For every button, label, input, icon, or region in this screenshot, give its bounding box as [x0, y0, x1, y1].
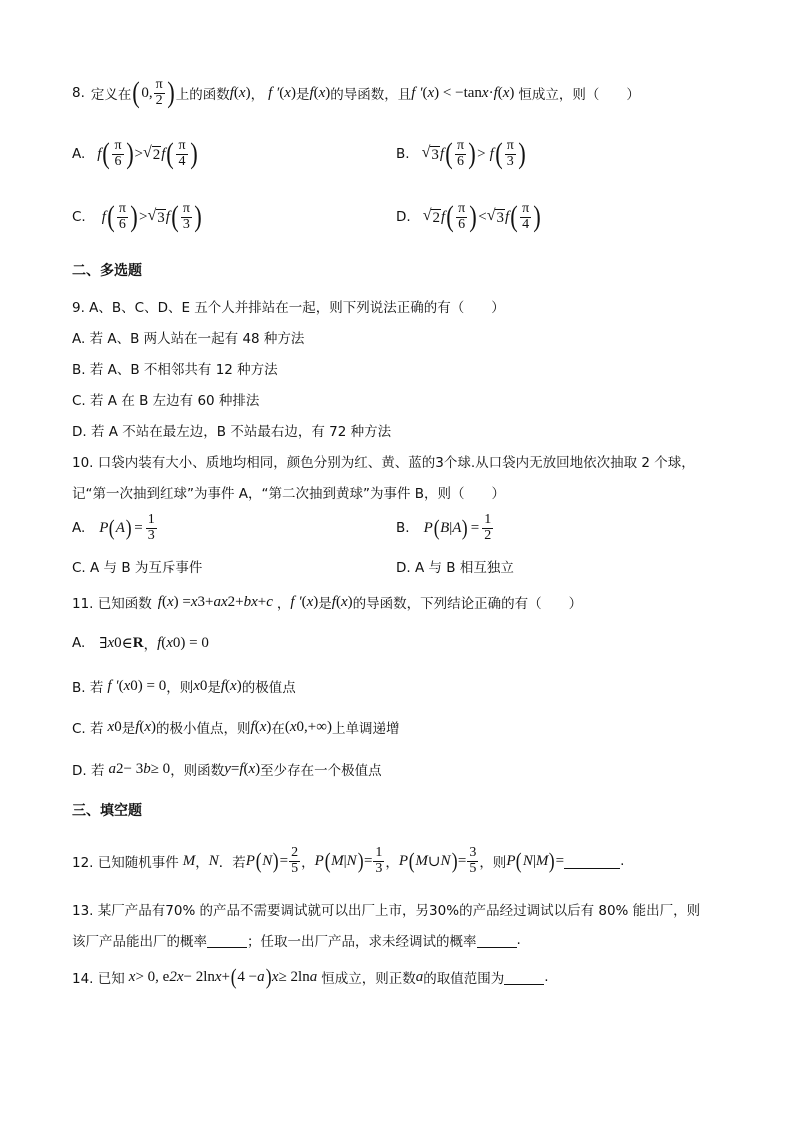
math: f — [229, 84, 234, 101]
math: ( — [497, 84, 503, 101]
q11-d-text-2: ，则函数 — [170, 763, 225, 779]
math: ≥ 2ln — [278, 968, 310, 985]
paren: ) — [166, 76, 175, 109]
math: N — [208, 852, 219, 869]
fraction: $\frac{\pi}{6}$ — [458, 200, 466, 232]
math: x — [107, 634, 115, 651]
section-heading-fill-in: 三、填空题 — [72, 803, 142, 819]
q8-text-4: 是 — [295, 87, 310, 103]
math: ( — [313, 84, 319, 101]
math: ( — [422, 84, 428, 101]
math: > — [134, 145, 144, 162]
q8-option-b — [396, 134, 527, 174]
paren: ( — [510, 200, 518, 233]
option-label: A. — [72, 520, 86, 536]
math: P — [99, 519, 109, 536]
math: f ′ — [107, 677, 119, 694]
option-label: A. — [72, 146, 86, 162]
math: ) — [151, 718, 157, 735]
q14-stem: 14. 已知 x > 0, e 2x − 2ln x + ( 4 − a ) x ≥ 2ln a 恒成立，则正数 a 的取值范围为 . — [72, 964, 549, 989]
q8-stem — [72, 76, 640, 110]
paren: ) — [533, 200, 541, 233]
math: ∪ — [427, 853, 441, 870]
math: x — [193, 677, 200, 694]
section-heading-multiple-choice: 二、多选题 — [72, 263, 142, 279]
math: > — [138, 208, 148, 225]
q13-line-1: 13. 某厂产品有70% 的产品不需要调试就可以出厂上市，另30%的产品经过调试以后有 80% 能出厂，则 — [72, 903, 701, 919]
math: x — [166, 634, 173, 651]
math: f — [489, 145, 494, 162]
math: f — [157, 634, 162, 651]
math: ( — [233, 84, 239, 101]
math: f — [440, 208, 446, 225]
paren: ( — [324, 848, 331, 873]
paren: ) — [451, 848, 458, 873]
math: 4 − — [237, 968, 258, 985]
q8-option-d — [396, 197, 542, 237]
math: x — [248, 760, 256, 777]
q8-text-1: 定义在 — [90, 87, 132, 103]
math: f — [165, 208, 170, 225]
math: + — [221, 968, 231, 985]
math: + — [235, 593, 244, 610]
q8-text-3: ， — [250, 87, 265, 103]
q8-text-2: 上的函数 — [175, 87, 230, 103]
paren: ( — [408, 848, 415, 873]
q11-text-1: 11. 已知函数 — [72, 596, 152, 612]
math: ( — [225, 677, 231, 694]
option-label: A. — [72, 635, 86, 651]
math: ) — [347, 593, 353, 610]
math: bx — [243, 593, 258, 610]
math: − 2ln — [183, 968, 215, 985]
math: f — [239, 760, 244, 777]
q12-text-1: 12. 已知随机事件 — [72, 855, 179, 871]
paren: ( — [255, 848, 262, 873]
math: M — [535, 852, 549, 869]
fraction: $\frac{\pi}{3}$ — [506, 137, 514, 169]
paren: ( — [230, 964, 237, 989]
math: x — [502, 84, 510, 101]
math: x — [481, 84, 489, 101]
math: f — [97, 145, 102, 162]
q10-option-c: C. A 与 B 为互斥事件 — [72, 560, 203, 576]
math: c — [266, 593, 273, 610]
answer-blank[interactable] — [477, 933, 517, 948]
math: x — [318, 84, 326, 101]
paren: ) — [194, 200, 202, 233]
math: x — [144, 718, 152, 735]
math: = — [470, 519, 480, 536]
q11-b-text-4: 的极值点 — [241, 680, 296, 696]
math: f — [220, 677, 226, 694]
answer-blank[interactable] — [207, 933, 247, 948]
q11-d-text-3: 至少存在一个极值点 — [260, 763, 382, 779]
sqrt: √ 3 — [486, 207, 504, 226]
math: a — [257, 968, 265, 985]
fraction: $\frac{\pi}{6}$ — [114, 137, 122, 169]
math: x — [123, 677, 131, 694]
math: f — [504, 208, 510, 225]
math: B — [440, 519, 450, 536]
fraction: $\frac{\pi}{6}$ — [457, 137, 465, 169]
math: ) — [245, 84, 251, 101]
math: ) — [290, 84, 296, 101]
math: M — [415, 852, 428, 869]
math: ) = 0 — [180, 634, 209, 651]
math: < — [478, 208, 487, 225]
sqrt: √ 2 — [143, 144, 161, 163]
math: > — [477, 145, 486, 162]
q13-line-2 — [72, 930, 521, 950]
math: ( — [139, 718, 145, 735]
math: = — [134, 519, 143, 536]
math: A — [115, 519, 125, 536]
math: > 0, e — [135, 968, 170, 985]
q11-stem: 11. 已知函数 f ( x ) = x 3 + ax 2 + bx + c ， f ′ ( x ) 是 f ( x ) 的导函数，下列结论正确的有（ ） — [72, 593, 583, 612]
math: ∈ — [121, 635, 133, 652]
math: ( — [335, 593, 341, 610]
math: x — [340, 593, 348, 610]
paren: ( — [109, 515, 116, 540]
fraction: $\frac{\pi}{2}$ — [155, 76, 163, 108]
math: ax — [213, 593, 228, 610]
math: ( — [161, 593, 167, 610]
math: ) = — [173, 593, 191, 610]
paren: ) — [130, 200, 138, 233]
paren: ) — [273, 848, 279, 873]
math: ) — [509, 84, 515, 101]
math: f — [331, 593, 336, 610]
math: R — [132, 634, 144, 651]
math: ( — [118, 677, 124, 694]
paren: ( — [494, 137, 503, 170]
fraction: $\frac{1}{2}$ — [484, 511, 492, 543]
math: x — [166, 593, 174, 610]
q10-stem-line-1: 10. 口袋内装有大小、质地均相同，颜色分别为红、黄、蓝的3个球.从口袋内无放回地依次抽取 2 个球， — [72, 455, 695, 471]
q13-text-b: ；任取一出厂产品，求未经调试的概率 — [247, 934, 477, 950]
math: N — [522, 852, 533, 869]
math: x — [230, 677, 237, 694]
math: − 3 — [123, 760, 144, 777]
q11-option-a: A. ∃ x 0 ∈ R ， f ( x 0 ) = 0 — [72, 634, 209, 653]
math: · — [488, 84, 494, 101]
q11-option-d: D. 若 a 2 − 3 b ≥ 0 ，则函数 y = f ( x ) 至少存在一个极值点 — [72, 760, 382, 779]
q11-option-c: C. 若 x 0 是 f ( x ) 的极小值点，则 f ( x ) 在 ( x 0 ,+∞) 上单调递增 — [72, 718, 400, 737]
math: = — [230, 760, 240, 777]
q13-text-c: . — [516, 932, 521, 948]
fraction: $\frac{\pi}{3}$ — [182, 200, 190, 232]
sqrt: √ 3 — [421, 144, 439, 163]
q14-text-1: 14. 已知 — [72, 971, 125, 987]
math: ( — [243, 760, 249, 777]
fraction: $\frac{\pi}{4}$ — [522, 200, 530, 232]
paren: ( — [445, 137, 453, 170]
q11-c-text-3: 的极小值点，则 — [156, 721, 251, 737]
q12-text-3: ．若 — [218, 855, 246, 871]
paren: ( — [516, 848, 523, 873]
option-label: D. — [396, 209, 411, 225]
math: x — [190, 593, 198, 610]
q11-text-2: ， — [276, 596, 291, 612]
paren: ) — [518, 137, 526, 170]
q11-option-b: B. 若 f ′ ( x 0 ) = 0 ，则 x 0 是 f ( x ) 的极值点 — [72, 677, 296, 696]
paren: ( — [107, 200, 115, 233]
paren: ) — [357, 848, 364, 873]
math: b — [143, 760, 151, 777]
math: ) — [325, 84, 331, 101]
comma: ， — [385, 855, 399, 871]
answer-blank[interactable] — [564, 854, 620, 869]
q10-option-b — [396, 510, 494, 546]
math: f ′ — [268, 84, 280, 101]
math: x — [107, 718, 115, 735]
q14-text-2: 恒成立，则正数 — [321, 971, 416, 987]
math: P — [506, 852, 516, 869]
math: f — [101, 208, 106, 225]
math: ) — [266, 718, 272, 735]
fraction: $\frac{2}{5}$ — [291, 844, 299, 876]
q11-c-text-5: 上单调递增 — [331, 721, 400, 737]
math: x — [259, 718, 267, 735]
paren: ( — [433, 515, 440, 540]
math: 0, — [141, 84, 153, 101]
q8-option-a — [72, 134, 199, 174]
math: M — [182, 852, 196, 869]
math: f — [135, 718, 140, 735]
math: ∃ — [99, 635, 108, 652]
math: f — [161, 145, 166, 162]
q14-text-3: 的取值范围为 — [423, 971, 505, 987]
q13-text-a: 该厂产品能出厂的概率 — [72, 934, 207, 950]
math: f — [309, 84, 314, 101]
q12-stem — [72, 842, 624, 880]
math: | — [449, 519, 453, 536]
q11-c-text-2: 是 — [121, 721, 136, 737]
q14-end: . — [544, 969, 549, 985]
sqrt: √ 2 — [422, 207, 440, 226]
math: ( — [161, 634, 167, 651]
fraction: $\frac{1}{3}$ — [375, 844, 383, 876]
paren: ( — [102, 137, 111, 170]
paren: ) — [468, 137, 476, 170]
math: ( — [254, 718, 260, 735]
math: a — [415, 968, 424, 985]
q12-end: . — [620, 853, 625, 869]
fraction: $\frac{\pi}{4}$ — [178, 137, 186, 169]
q8-text-5: 的导函数，且 — [330, 87, 412, 103]
math: = — [363, 852, 373, 869]
fraction: $\frac{3}{5}$ — [469, 844, 477, 876]
math: ) < −tan — [434, 84, 482, 101]
q12-text-2: ， — [195, 855, 209, 871]
math: x — [238, 84, 246, 101]
math: ) — [313, 593, 319, 610]
paren: ) — [462, 515, 469, 540]
q9-option-c: C. 若 A 在 B 左边有 60 种排法 — [72, 393, 260, 409]
math: ( — [279, 84, 285, 101]
math: = — [555, 852, 565, 869]
math: P — [398, 852, 409, 869]
q11-b-text-3: 是 — [207, 680, 221, 696]
q9-option-d: D. 若 A 不站在最左边，B 不站最右边，有 72 种方法 — [72, 424, 392, 440]
q9-option-a: A. 若 A、B 两人站在一起有 48 种方法 — [72, 331, 305, 347]
paren: ( — [446, 200, 454, 233]
q11-b-text-1: B. 若 — [72, 680, 104, 696]
q10-stem-line-2: 记“第一次抽到红球”为事件 A，“第二次抽到黄球”为事件 B，则（ ） — [72, 486, 506, 502]
math: x — [427, 84, 435, 101]
q9-stem: 9. A、B、C、D、E 五个人并排站在一起，则下列说法正确的有（ ） — [72, 300, 505, 316]
paren: ( — [132, 76, 141, 109]
paren: ( — [166, 137, 175, 170]
q8-number: 8. — [72, 85, 85, 101]
answer-blank[interactable] — [504, 970, 544, 985]
math: A — [452, 519, 462, 536]
paren: ) — [549, 848, 555, 873]
math: | — [343, 852, 347, 869]
math: f ′ — [290, 593, 302, 610]
q11-c-text-1: C. 若 — [72, 721, 104, 737]
paren: ) — [125, 515, 132, 540]
math: + — [257, 593, 267, 610]
math: x — [128, 968, 136, 985]
paren: ( — [171, 200, 179, 233]
math: N — [262, 852, 273, 869]
option-label: B. — [396, 146, 410, 162]
math: M — [331, 852, 344, 869]
math: x — [271, 968, 279, 985]
math: P — [314, 852, 324, 869]
math: f — [493, 84, 498, 101]
q10-option-d: D. A 与 B 相互独立 — [396, 560, 514, 576]
math: ) = 0 — [137, 677, 167, 694]
math: P — [245, 852, 255, 869]
paren: ) — [265, 964, 272, 989]
q12-text-4: ，则 — [479, 855, 507, 871]
q8-option-c — [72, 197, 203, 237]
math: x — [289, 718, 297, 735]
q9-option-b: B. 若 A、B 不相邻共有 12 种方法 — [72, 362, 278, 378]
math: ( — [284, 718, 290, 735]
math: ) — [236, 677, 242, 694]
math: ≥ 0 — [150, 760, 171, 777]
math: f ′ — [411, 84, 423, 101]
option-label: B. — [396, 520, 410, 536]
paren: ) — [469, 200, 477, 233]
comma: ， — [301, 855, 315, 871]
math: ) — [255, 760, 261, 777]
fraction: $\frac{\pi}{6}$ — [118, 200, 126, 232]
math: a — [108, 760, 116, 777]
math: ( — [301, 593, 307, 610]
math: + — [205, 593, 214, 610]
math: f — [439, 145, 445, 162]
math: x — [214, 968, 222, 985]
math: = — [279, 852, 289, 869]
math: = — [457, 852, 467, 869]
q8-text-6: 恒成立，则（ ） — [518, 87, 640, 103]
math: N — [346, 852, 357, 869]
math: y — [224, 760, 231, 777]
fraction: $\frac{1}{3}$ — [147, 511, 155, 543]
q11-text-4: 的导函数，下列结论正确的有（ ） — [352, 596, 583, 612]
math: a — [309, 968, 318, 985]
math: x — [284, 84, 291, 101]
q11-c-text-4: 在 — [271, 721, 285, 737]
math: P — [423, 519, 433, 536]
math: N — [440, 852, 451, 869]
sqrt: √ 3 — [147, 207, 165, 226]
q11-d-text-1: D. 若 — [72, 763, 105, 779]
paren: ) — [189, 137, 198, 170]
q11-text-3: 是 — [318, 596, 332, 612]
q11-b-text-2: ，则 — [166, 680, 194, 696]
math: ,+∞) — [304, 718, 332, 735]
math: f — [157, 593, 162, 610]
math: f — [250, 718, 255, 735]
math: x — [306, 593, 314, 610]
q10-option-a — [72, 510, 158, 546]
option-label: C. — [72, 209, 86, 225]
comma: ， — [143, 637, 158, 653]
paren: ) — [125, 137, 134, 170]
math: | — [532, 852, 536, 869]
